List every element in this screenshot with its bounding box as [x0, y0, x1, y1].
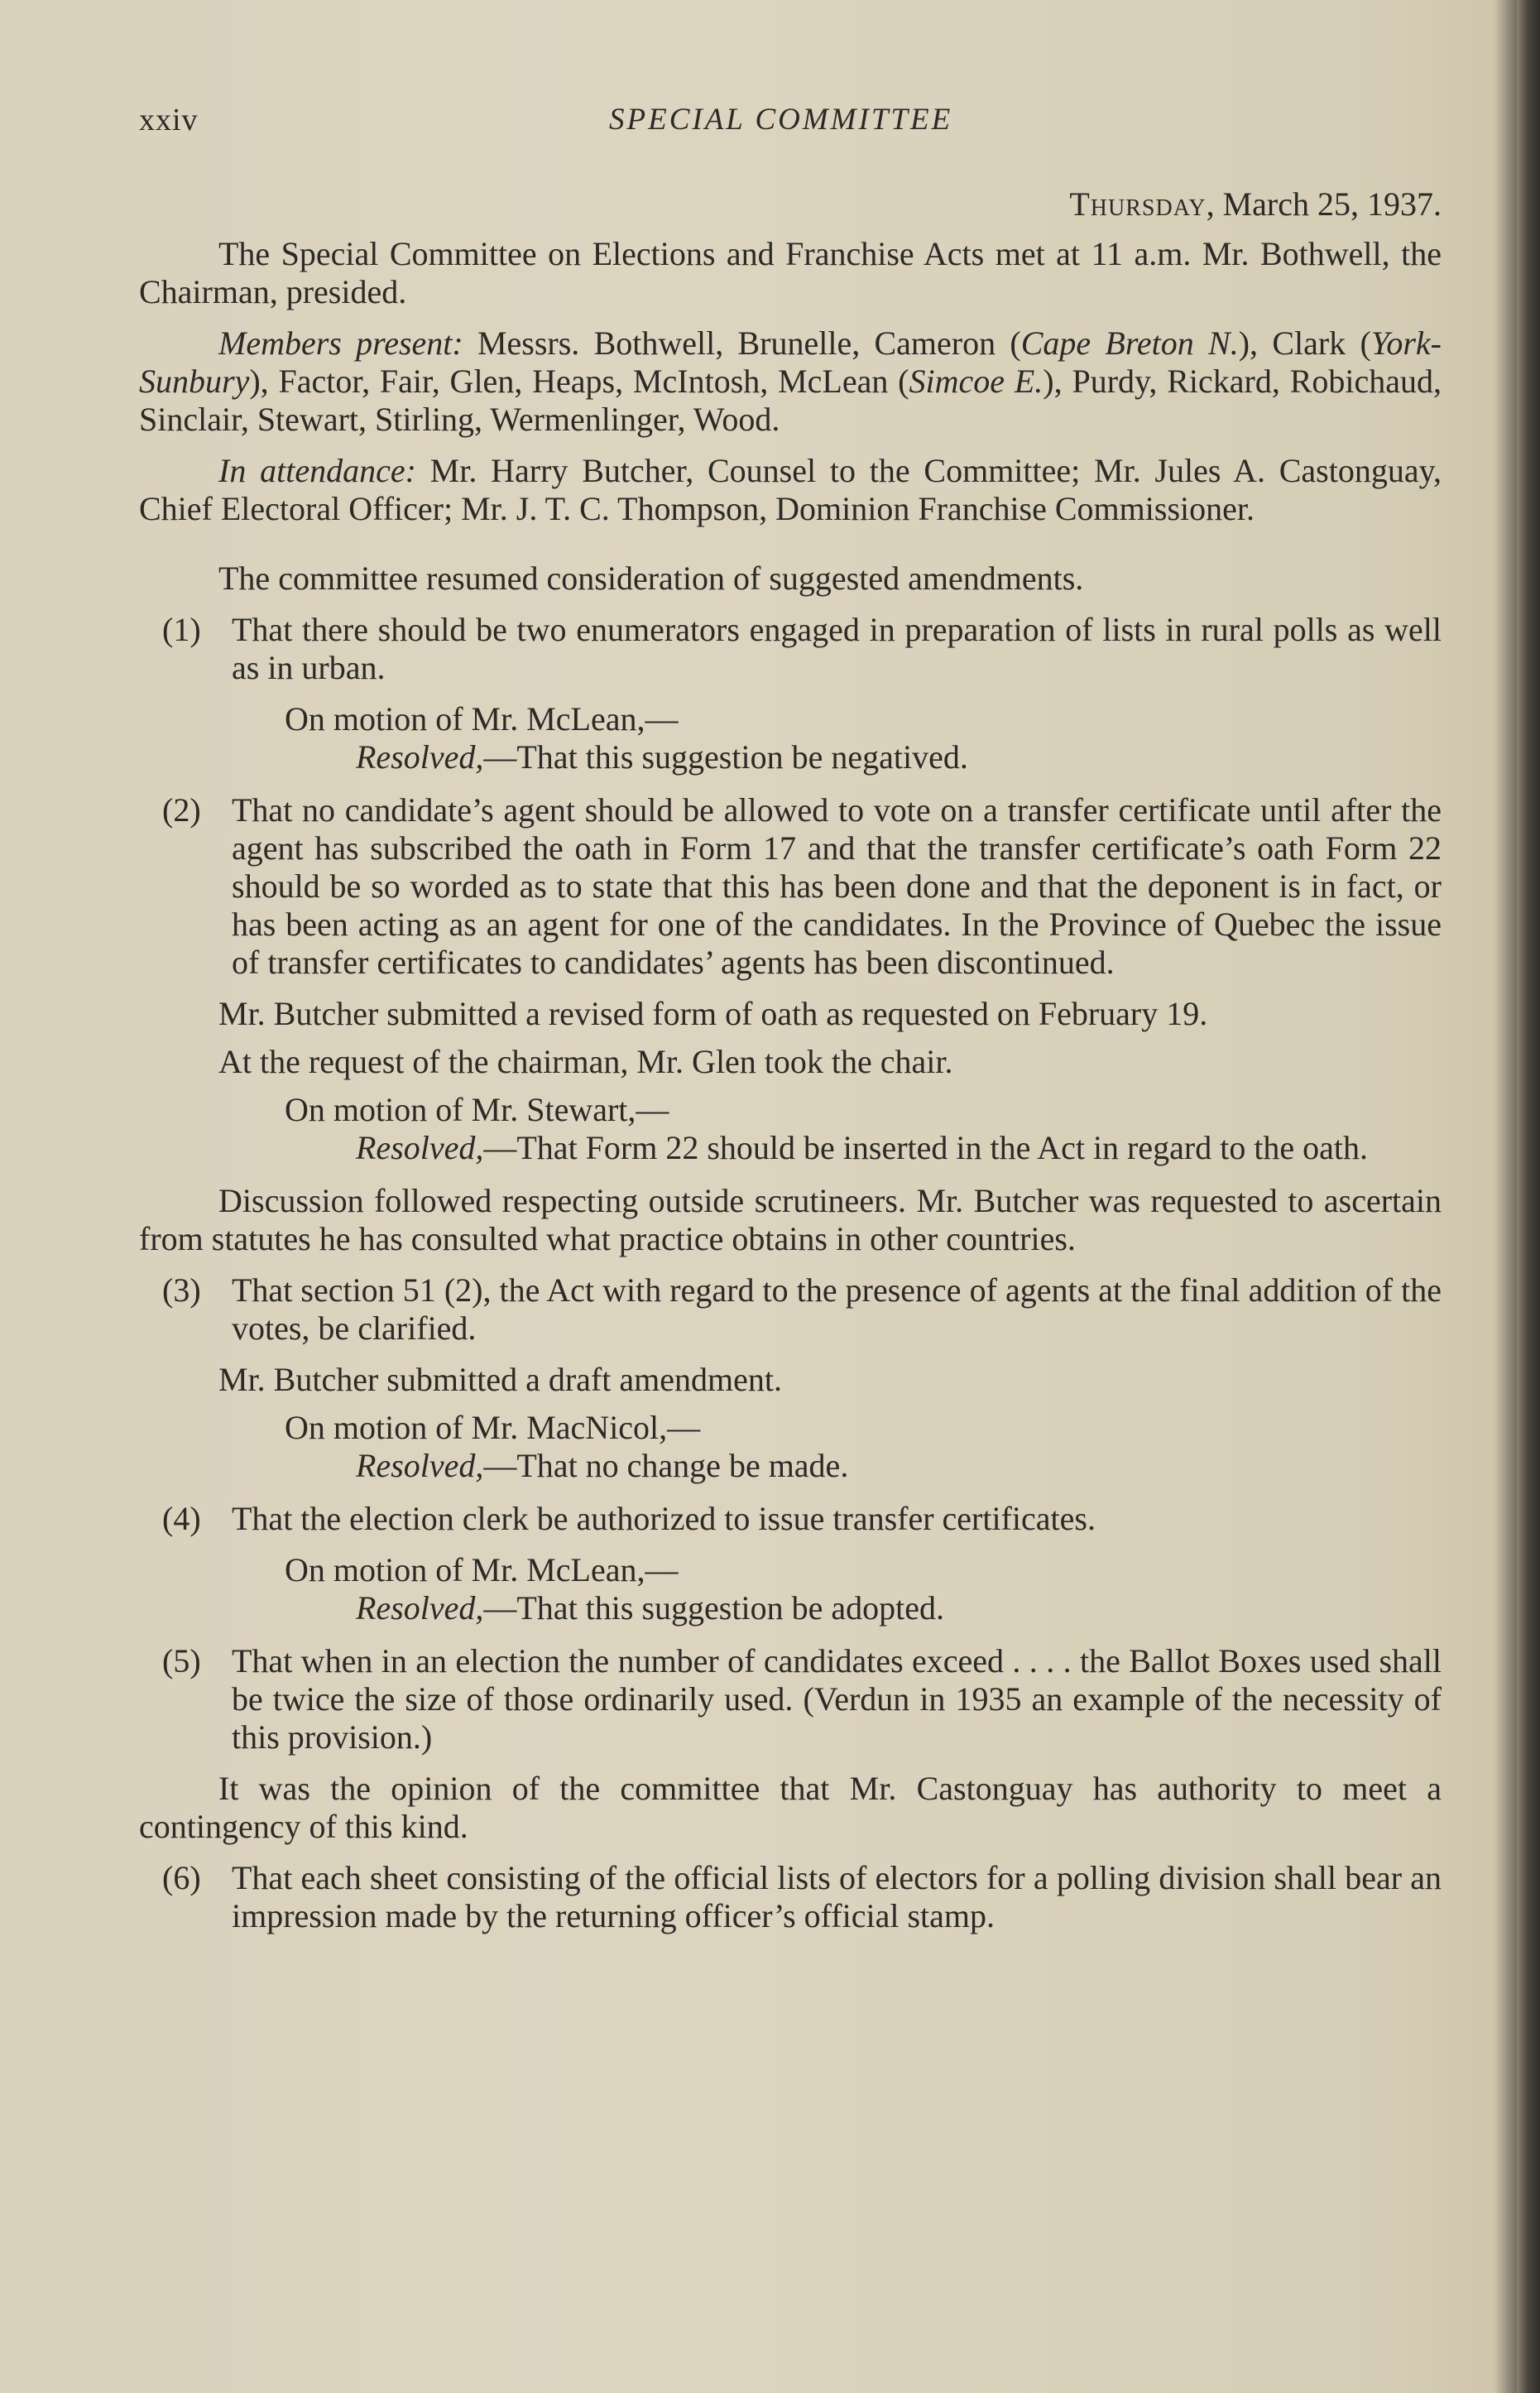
resolved-label: Resolved,: [356, 1129, 484, 1166]
page-number: xxiv: [139, 103, 199, 137]
item-text: That there should be two enumerators engaged in preparation of lists in rural polls as well as in urban.: [232, 611, 1442, 686]
resolved-text: —That no change be made.: [483, 1447, 849, 1484]
page-header: [139, 98, 1442, 147]
item-number: (6): [162, 1859, 201, 1896]
resolution-line: [139, 1129, 1442, 1167]
item-text: That section 51 (2), the Act with regard to the presence of agents at the final addition of the votes, be clarified.: [232, 1271, 1442, 1347]
item-text: That when in an election the number of candidates exceed . . . . the Ballot Boxes used shall be twice the size of those ordinarily used. (Verdun in 1935 an example of the necessity of this provision.): [232, 1642, 1442, 1756]
members-text-1: Messrs. Bothwell, Brunelle, Cameron (: [463, 324, 1021, 362]
running-title: SPECIAL COMMITTEE: [609, 103, 953, 137]
item-number: (1): [162, 611, 201, 648]
members-riding-2: York-Sunbury: [139, 324, 1442, 400]
item-note: Mr. Butcher submitted a draft amendment.: [218, 1361, 782, 1398]
resolved-text: —That Form 22 should be inserted in the Act in regard to the oath.: [483, 1129, 1369, 1166]
attendance-label: In attendance:: [218, 452, 416, 489]
meeting-day: Thursday: [1069, 185, 1207, 223]
item-text: That each sheet consisting of the official lists of electors for a polling division shall bear an impression made by the returning officer’s official stamp.: [232, 1859, 1442, 1934]
resolved-text: —That this suggestion be adopted.: [483, 1589, 944, 1627]
opening-paragraph: The Special Committee on Elections and Franchise Acts met at 11 a.m. Mr. Bothwell, the Chairman, presided.: [139, 235, 1442, 310]
resolved-label: Resolved,: [356, 738, 484, 776]
item-number: (2): [162, 791, 201, 829]
motion-line: On motion of Mr. MacNicol,—: [285, 1409, 701, 1446]
resolution-line: [139, 1589, 1442, 1627]
meeting-date: [139, 185, 1442, 223]
amendment-item: [139, 611, 1442, 687]
members-riding-1: Cape Breton N.: [1020, 324, 1239, 362]
amendment-item: [139, 1642, 1442, 1756]
members-present-paragraph: [139, 324, 1442, 439]
opinion-paragraph: It was the opinion of the committee that Mr. Castonguay has authority to meet a contingency of this kind.: [139, 1770, 1442, 1845]
item-text: That the election clerk be authorized to issue transfer certificates.: [232, 1500, 1096, 1537]
resumed-paragraph: The committee resumed consideration of suggested amendments.: [218, 560, 1084, 597]
book-spine-shadow: [1517, 0, 1540, 2393]
members-present-label: Members present:: [218, 324, 463, 362]
item-number: (3): [162, 1271, 201, 1309]
members-riding-3: Simcoe E.: [909, 363, 1043, 400]
members-text-3: ), Factor, Fair, Glen, Heaps, McIntosh, McLean (: [249, 363, 909, 400]
page-text-block: [139, 98, 1442, 1949]
item-text: That no candidate’s agent should be allowed to vote on a transfer certificate until after the agent has subscribed the oath in Form 17 and that the transfer certificate’s oath Form 22 should be so worded as to state that this has been done and that the deponent is in fact, or has been acting as an agent for one of the candidates. In the Province of Quebec the issue of transfer certificates to candidates’ agents has been discontinued.: [232, 791, 1442, 981]
resolved-label: Resolved,: [356, 1447, 484, 1484]
amendment-item: [139, 1271, 1442, 1348]
meeting-date-rest: , March 25, 1937.: [1206, 185, 1442, 223]
attendance-paragraph: [139, 452, 1442, 528]
item-number: (4): [162, 1500, 201, 1537]
resolution-line: [139, 1447, 1442, 1485]
amendment-item: [139, 1500, 1442, 1538]
amendment-item: [139, 1859, 1442, 1935]
item-number: (5): [162, 1642, 201, 1679]
resolution-line: [139, 738, 1442, 776]
amendment-item: [139, 791, 1442, 982]
members-text-4: ), Purdy, Rickard, Robichaud, Sinclair, Stewart, Stirling, Wermenlinger, Wood.: [139, 363, 1442, 438]
motion-line: On motion of Mr. McLean,—: [285, 700, 679, 738]
attendance-text: Mr. Harry Butcher, Counsel to the Committee; Mr. Jules A. Castonguay, Chief Electoral Officer; Mr. J. T. C. Thompson, Dominion Franchise Commissioner.: [139, 452, 1442, 527]
motion-line: On motion of Mr. McLean,—: [285, 1551, 679, 1588]
members-text-2: ), Clark (: [1238, 324, 1371, 362]
motion-line: On motion of Mr. Stewart,—: [285, 1091, 669, 1128]
resolved-label: Resolved,: [356, 1589, 484, 1627]
item-note: At the request of the chairman, Mr. Glen took the chair.: [218, 1043, 953, 1080]
resolved-text: —That this suggestion be negatived.: [483, 738, 968, 776]
item-note: Mr. Butcher submitted a revised form of oath as requested on February 19.: [218, 995, 1208, 1032]
discussion-paragraph: Discussion followed respecting outside scrutineers. Mr. Butcher was requested to ascertain from statutes he has consulted what practice obtains in other countries.: [139, 1182, 1442, 1257]
